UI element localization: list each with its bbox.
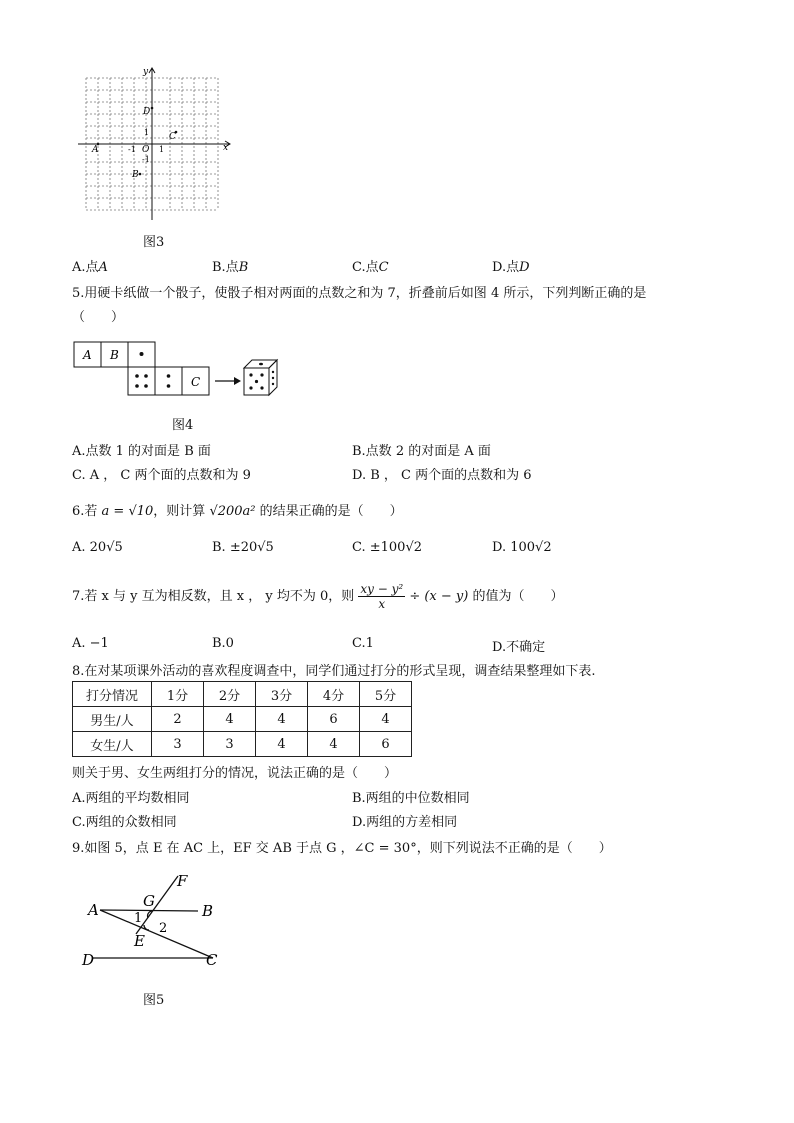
- q6-expression: √200a²: [209, 504, 256, 519]
- q6-option-a: A. 20√5: [72, 540, 123, 555]
- table-header-cell: 1分: [152, 682, 204, 707]
- fig5-label-c: C: [206, 951, 218, 969]
- table-row: [73, 732, 412, 757]
- table-header-cell: 打分情况: [73, 682, 152, 707]
- fig5-label-g: G: [143, 892, 155, 910]
- fig5-label-e: E: [134, 932, 145, 950]
- table-cell: 4: [256, 707, 308, 732]
- table-cell: 2: [152, 707, 204, 732]
- q6-option-b: B. ±20√5: [212, 540, 274, 555]
- table-header-row: [73, 682, 412, 707]
- q5-text: 5.用硬卡纸做一个骰子，使骰子相对两面的点数之和为 7，折叠前后如图 4 所示，下列判断正确的是: [72, 286, 647, 301]
- fig5-label-f: F: [177, 872, 188, 890]
- figure-3-caption: 图3: [143, 235, 165, 250]
- q8-text: 8.在对某项课外活动的喜欢程度调查中，同学们通过打分的形式呈现，调查结果整理如下表.: [72, 664, 596, 679]
- q6-option-c: C. ±100√2: [352, 540, 423, 555]
- q5-option-a: A.点数 1 的对面是 B 面: [72, 444, 211, 459]
- fig4-face-b: B: [110, 348, 119, 362]
- table-cell: 6: [308, 707, 360, 732]
- fig5-label-d: D: [82, 951, 95, 969]
- table-cell: 6: [360, 732, 412, 757]
- q5-option-d: D. B ， C 两个面的点数和为 6: [352, 468, 532, 483]
- fig3-point-a: A: [92, 145, 99, 155]
- table-cell: 3: [152, 732, 204, 757]
- fig5-label-a: A: [88, 901, 99, 919]
- fig3-point-d: D: [143, 107, 151, 117]
- figure-4-dice: [72, 340, 282, 400]
- score-table: [72, 681, 412, 757]
- table-row: [73, 707, 412, 732]
- fig3-axis-y: y: [143, 67, 149, 77]
- q5-option-b: B.点数 2 的对面是 A 面: [352, 444, 491, 459]
- q8-option-b: B.两组的中位数相同: [352, 791, 470, 806]
- q7-option-c: C.1: [352, 636, 374, 651]
- figure-3-grid: [70, 62, 240, 222]
- fig5-label-b: B: [202, 902, 214, 920]
- fig3-tick-y-neg: -1: [142, 155, 150, 164]
- q5-option-c: C. A ， C 两个面的点数和为 9: [72, 468, 251, 483]
- fig4-face-c: C: [191, 375, 201, 389]
- fig5-angle-2: 2: [159, 921, 168, 936]
- q8-option-a: A.两组的平均数相同: [72, 791, 190, 806]
- q8-question: 则关于男、女生两组打分的情况，说法正确的是（ ）: [72, 766, 398, 781]
- q7-stem: 7.若 x 与 y 互为相反数，且 x ， y 均不为 0，则 $\frac{\text{xy − y²}}{x}$ ÷ (x − y) 的值为（ ）: [72, 582, 564, 611]
- q4-option-c: C.点C: [352, 260, 389, 275]
- q5-paren: （ ）: [72, 310, 125, 325]
- table-cell: 4: [360, 707, 412, 732]
- q8-option-c: C.两组的众数相同: [72, 815, 177, 830]
- table-header-cell: 3分: [256, 682, 308, 707]
- fig3-tick-x-neg: -1: [128, 145, 136, 154]
- q4-option-b: B.点B: [212, 260, 249, 275]
- table-cell: 3: [204, 732, 256, 757]
- fig5-angle-1: 1: [134, 911, 143, 926]
- table-header-cell: 4分: [308, 682, 360, 707]
- q6-option-d: D. 100√2: [492, 540, 552, 555]
- q4-option-a: A.点A: [72, 260, 108, 275]
- fig4-face-a: A: [83, 348, 92, 362]
- table-header-cell: 5分: [360, 682, 412, 707]
- q4-option-d: D.点D: [492, 260, 530, 275]
- q6-stem: 6.若 a = √10，则计算 √200a² 的结果正确的是（ ）: [72, 504, 403, 519]
- fig3-point-c: C: [169, 132, 176, 142]
- figure-4-caption: 图4: [172, 418, 194, 433]
- figure-5-caption: 图5: [143, 993, 165, 1008]
- q7-fraction: $\frac{\text{xy − y²}}{x}$: [360, 582, 404, 611]
- table-cell: 女生/人: [73, 732, 152, 757]
- table-cell: 4: [204, 707, 256, 732]
- q9-text: 9.如图 5，点 E 在 AC 上，EF 交 AB 于点 G ，∠C = 30°，则下列说法不正确的是（ ）: [72, 841, 612, 856]
- fig3-origin: O: [142, 145, 150, 155]
- q7-option-a: A. −1: [72, 636, 109, 651]
- q7-option-b: B.0: [212, 636, 234, 651]
- table-header-cell: 2分: [204, 682, 256, 707]
- figure-5-geometry: [78, 868, 238, 978]
- fig3-point-b: B: [132, 170, 139, 180]
- table-cell: 4: [256, 732, 308, 757]
- fig3-axis-x: x: [223, 143, 229, 153]
- table-cell: 4: [308, 732, 360, 757]
- q8-option-d: D.两组的方差相同: [352, 815, 458, 830]
- q6-a-value: a = √10: [101, 504, 154, 519]
- fig3-tick-y-pos: 1: [144, 128, 150, 137]
- q7-option-d: D.不确定: [492, 640, 546, 655]
- fig3-tick-x-pos: 1: [159, 145, 165, 154]
- table-cell: 男生/人: [73, 707, 152, 732]
